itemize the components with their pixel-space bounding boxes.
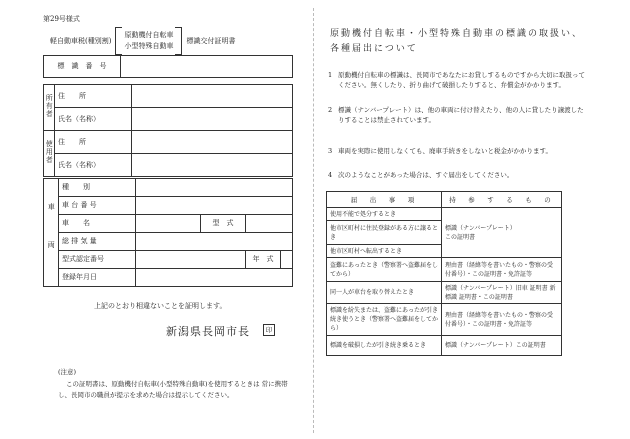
note-number: 1: [328, 71, 333, 79]
filing-items: この証明書: [445, 233, 476, 241]
bracket-left: [115, 27, 122, 55]
note-text: 標識（ナンバープレート）は、他の車両に付け替えたり、他の人に貸したり譲渡したりすることは禁止されています。: [338, 106, 584, 124]
form-number: 第29号様式: [43, 15, 80, 23]
plate-number-label: 標 識 番 号: [44, 56, 121, 78]
note-text: 車両を実際に使用しなくても、廃車手続きをしないと税金がかかります。: [338, 147, 552, 155]
type-label: 種 別: [59, 179, 136, 197]
filing-event: 他市区町村へ転出するとき: [327, 245, 442, 258]
year-cell: [246, 251, 293, 269]
note-item-2: [328, 105, 590, 125]
bracket-right: [175, 27, 182, 55]
note-number: 4: [328, 171, 333, 179]
user-address-value: [132, 131, 293, 154]
owner-address-label: 住 所: [55, 85, 132, 108]
issuer-name: 新潟県長岡市長: [166, 325, 250, 338]
year-label: 年 式: [246, 251, 281, 268]
chassis-label: 車 台 番 号: [59, 197, 136, 215]
note-number: 3: [328, 147, 333, 155]
vehicle-label-cell: [44, 179, 59, 287]
filing-header-event: 届 出 事 項: [327, 192, 442, 208]
owner-name-label: 氏名（名称）: [55, 108, 132, 131]
title-suffix: 標識交付証明書: [186, 37, 236, 45]
filing-table: [326, 191, 562, 356]
reg-date-value: [136, 269, 293, 287]
plate-number-table: [43, 55, 293, 78]
right-title: 原動機付自転車・小型特殊自動車の標識の取扱い、各種届出について: [330, 29, 584, 54]
user-address-label: 住 所: [55, 131, 132, 154]
owner-address-value: [132, 85, 293, 108]
notes-heading: (注意): [58, 368, 77, 376]
table-row: [327, 258, 562, 282]
certification-text: 上記のとおり相違ないことを証明します。: [94, 302, 227, 310]
seal-box: 印: [263, 324, 275, 336]
reg-date-label: 登録年月日: [59, 269, 136, 287]
filing-items: 標識（ナンバープレート）この証明書: [442, 336, 562, 356]
user-label: 使用者: [45, 140, 54, 165]
vehicle-table: [43, 178, 293, 287]
filing-event: 盗難にあったとき（警察署へ盗難届をしてから）: [327, 258, 442, 282]
title-bracket-line2: 小型特殊自動車: [124, 42, 174, 50]
vehicle-label: 車 両: [47, 202, 56, 260]
type-value: [136, 179, 293, 197]
filing-items: 理由書（経緯等を書いたもの・警察の受付番号）・この証明書・免許証等: [442, 258, 562, 282]
owner-user-table: [43, 84, 293, 177]
filing-event: 使用不能で処分するとき: [327, 208, 442, 221]
page-divider: [313, 8, 314, 433]
displacement-label: 総 排 気 量: [59, 233, 136, 251]
document-title: [50, 26, 235, 56]
note-text: 次のようなことがあった場合は、すぐ届出をしてください。: [338, 171, 514, 179]
model-type-label: 型 式: [201, 215, 246, 233]
notes-text: この証明書は、原動機付自転車(小型特殊自動車)を使用するときは 常に携帯し、長岡市の職員が提示を求めた場合は提示してください。: [58, 380, 288, 399]
approval-value: [136, 251, 246, 269]
filing-event: 他市区町村に住民登録がある方に譲るとき: [327, 221, 442, 245]
note-number: 2: [328, 106, 333, 114]
title-bracket-line1: 原動機付自転車: [124, 31, 174, 39]
user-name-value: [132, 154, 293, 177]
note-item-1: [328, 70, 590, 90]
displacement-value: [136, 233, 293, 251]
user-label-cell: [44, 131, 55, 177]
owner-label: 所有者: [45, 94, 54, 119]
note-text: 原動機付自転車の標識は、長岡市であなたにお貸しするものですから大切に取扱ってください。無くしたり、折り曲げて破損したりすると、弁償金がかかります。: [338, 71, 585, 89]
table-row: [327, 336, 562, 356]
approval-label: 型式認定番号: [59, 251, 136, 269]
table-row: [327, 304, 562, 336]
model-name-label: 車 名: [59, 215, 136, 233]
filing-items: 標識（ナンバープレート）: [445, 224, 516, 232]
filing-event: 標識を破損したが引き続き乗るとき: [327, 336, 442, 356]
filing-items: 標識（ナンバープレート）旧車 証明書 新標識 証明書・この証明書: [442, 282, 562, 304]
model-name-value: [136, 215, 201, 233]
table-row: [327, 282, 562, 304]
plate-number-value: [121, 56, 293, 78]
model-type-value: [246, 215, 293, 233]
filing-items: 理由書（経緯等を書いたもの・警察の受付番号）・この証明書・免許証等: [442, 304, 562, 336]
note-item-4: [328, 170, 590, 180]
table-row: [327, 208, 562, 221]
filing-event: 同一人が車台を取り替えたとき: [327, 282, 442, 304]
chassis-value: [136, 197, 293, 215]
owner-name-value: [132, 108, 293, 131]
title-prefix: 軽自動車税(種別割): [50, 37, 112, 45]
note-item-3: [328, 146, 590, 156]
filing-event: 標識を紛失または、盗難にあったが引き続き使うとき（警察署へ盗難届をしてから）: [327, 304, 442, 336]
filing-items-group: [442, 208, 562, 258]
user-name-label: 氏名（名称）: [55, 154, 132, 177]
filing-header-items: 持 参 す る も の: [442, 192, 562, 208]
owner-label-cell: [44, 85, 55, 131]
title-bracket-text: [124, 30, 173, 52]
